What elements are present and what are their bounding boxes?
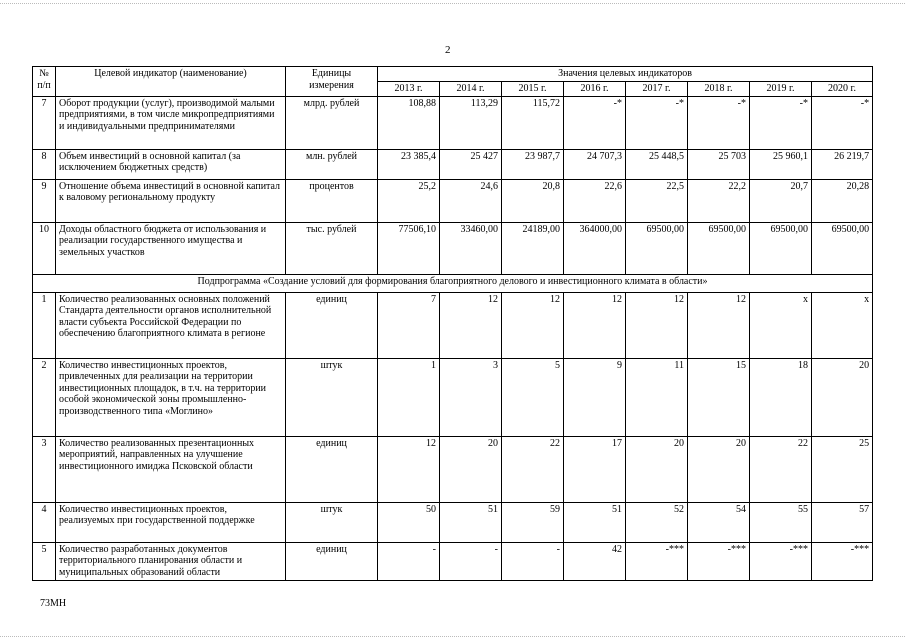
value-cell: 69500,00 [626, 222, 688, 274]
value-cell: 51 [564, 502, 626, 542]
indicator-name: Количество инвестиционных проектов, реализуемых при государственной поддержке [56, 502, 286, 542]
value-cell: 20,7 [750, 179, 812, 222]
header-year: 2016 г. [564, 81, 626, 96]
value-cell: -*** [626, 542, 688, 580]
value-cell: 51 [440, 502, 502, 542]
value-cell: 5 [502, 358, 564, 436]
table-row [33, 292, 873, 358]
target-indicators-table [32, 66, 873, 581]
value-cell: 18 [750, 358, 812, 436]
table-row [33, 96, 873, 149]
table-row [33, 222, 873, 274]
indicator-name: Количество инвестиционных проектов, привлеченных для реализации на территории инвестиционных площадок, в т.ч. на территории особой экономической зоны промышленно-производственного типа «Моглино» [56, 358, 286, 436]
value-cell: 12 [564, 292, 626, 358]
header-unit: Единицы измерения [286, 67, 378, 97]
value-cell: -* [812, 96, 873, 149]
value-cell: 54 [688, 502, 750, 542]
value-cell: 12 [378, 436, 440, 502]
value-cell: 69500,00 [812, 222, 873, 274]
value-cell: 52 [626, 502, 688, 542]
value-cell: 24 707,3 [564, 149, 626, 179]
row-number: 9 [33, 179, 56, 222]
value-cell: 20,28 [812, 179, 873, 222]
value-cell: 20 [688, 436, 750, 502]
value-cell: 364000,00 [564, 222, 626, 274]
indicator-name: Объем инвестиций в основной капитал (за исключением бюджетных средств) [56, 149, 286, 179]
header-year: 2018 г. [688, 81, 750, 96]
value-cell: -* [564, 96, 626, 149]
page-number: 2 [445, 44, 451, 56]
value-cell: -*** [812, 542, 873, 580]
table-row [33, 502, 873, 542]
value-cell: 108,88 [378, 96, 440, 149]
indicator-name: Количество реализованных презентационных мероприятий, направленных на улучшение инвестиционного имиджа Псковской области [56, 436, 286, 502]
value-cell: 17 [564, 436, 626, 502]
value-cell: 50 [378, 502, 440, 542]
value-cell: 22,6 [564, 179, 626, 222]
value-cell: - [440, 542, 502, 580]
value-cell: 3 [440, 358, 502, 436]
value-cell: 22,5 [626, 179, 688, 222]
table-row [33, 542, 873, 580]
value-cell: 25 448,5 [626, 149, 688, 179]
value-cell: 25 427 [440, 149, 502, 179]
indicator-name: Доходы областного бюджета от использования и реализации государственного имущества и земельных участков [56, 222, 286, 274]
unit-cell: млн. рублей [286, 149, 378, 179]
header-year: 2013 г. [378, 81, 440, 96]
row-number: 5 [33, 542, 56, 580]
unit-cell: процентов [286, 179, 378, 222]
value-cell: х [812, 292, 873, 358]
value-cell: 22,2 [688, 179, 750, 222]
value-cell: 24189,00 [502, 222, 564, 274]
unit-cell: штук [286, 358, 378, 436]
value-cell: 23 385,4 [378, 149, 440, 179]
value-cell: 12 [440, 292, 502, 358]
value-cell: 1 [378, 358, 440, 436]
value-cell: 12 [688, 292, 750, 358]
header-indicator: Целевой индикатор (наименование) [56, 67, 286, 97]
subprogram-title: Подпрограмма «Создание условий для формирования благоприятного делового и инвестиционного климата в области» [33, 274, 873, 292]
value-cell: 20 [440, 436, 502, 502]
value-cell: -*** [750, 542, 812, 580]
table-row [33, 179, 873, 222]
value-cell: 22 [502, 436, 564, 502]
value-cell: 69500,00 [750, 222, 812, 274]
indicator-name: Количество реализованных основных положений Стандарта деятельности органов исполнительной власти субъекта Российской Федерации по обеспечению благоприятного климата в регионе [56, 292, 286, 358]
value-cell: 22 [750, 436, 812, 502]
indicator-name: Отношение объема инвестиций в основной капитал к валовому региональному продукту [56, 179, 286, 222]
row-number: 3 [33, 436, 56, 502]
unit-cell: тыс. рублей [286, 222, 378, 274]
row-number: 8 [33, 149, 56, 179]
value-cell: 59 [502, 502, 564, 542]
unit-cell: единиц [286, 436, 378, 502]
table-row [33, 436, 873, 502]
value-cell: -* [688, 96, 750, 149]
header-no: № п/п [33, 67, 56, 97]
footer-code: 73МН [40, 598, 67, 609]
value-cell: 57 [812, 502, 873, 542]
value-cell: 25 [812, 436, 873, 502]
value-cell: 77506,10 [378, 222, 440, 274]
row-number: 4 [33, 502, 56, 542]
row-number: 1 [33, 292, 56, 358]
subprogram-row [33, 274, 873, 292]
table-row [33, 358, 873, 436]
value-cell: 55 [750, 502, 812, 542]
value-cell: 24,6 [440, 179, 502, 222]
value-cell: 26 219,7 [812, 149, 873, 179]
value-cell: 15 [688, 358, 750, 436]
value-cell: - [502, 542, 564, 580]
value-cell: 20 [626, 436, 688, 502]
value-cell: 69500,00 [688, 222, 750, 274]
value-cell: -* [626, 96, 688, 149]
value-cell: 20 [812, 358, 873, 436]
value-cell: 113,29 [440, 96, 502, 149]
table-row [33, 149, 873, 179]
value-cell: 9 [564, 358, 626, 436]
value-cell: -* [750, 96, 812, 149]
header-year: 2015 г. [502, 81, 564, 96]
value-cell: - [378, 542, 440, 580]
unit-cell: штук [286, 502, 378, 542]
unit-cell: млрд. рублей [286, 96, 378, 149]
value-cell: 42 [564, 542, 626, 580]
value-cell: 12 [502, 292, 564, 358]
header-year: 2020 г. [812, 81, 873, 96]
scan-top-edge [0, 3, 905, 4]
header-values: Значения целевых индикаторов [378, 67, 873, 82]
row-number: 2 [33, 358, 56, 436]
value-cell: 115,72 [502, 96, 564, 149]
scan-bottom-edge [0, 636, 905, 637]
value-cell: 25 960,1 [750, 149, 812, 179]
value-cell: 33460,00 [440, 222, 502, 274]
value-cell: 25,2 [378, 179, 440, 222]
unit-cell: единиц [286, 542, 378, 580]
value-cell: 25 703 [688, 149, 750, 179]
value-cell: 12 [626, 292, 688, 358]
row-number: 10 [33, 222, 56, 274]
value-cell: 23 987,7 [502, 149, 564, 179]
header-year: 2017 г. [626, 81, 688, 96]
indicator-name: Оборот продукции (услуг), производимой малыми предприятиями, в том числе микропредприятиями и индивидуальными предпринимателями [56, 96, 286, 149]
header-year: 2019 г. [750, 81, 812, 96]
value-cell: -*** [688, 542, 750, 580]
indicator-name: Количество разработанных документов территориального планирования области и муниципальных образований области [56, 542, 286, 580]
value-cell: х [750, 292, 812, 358]
value-cell: 7 [378, 292, 440, 358]
unit-cell: единиц [286, 292, 378, 358]
header-year: 2014 г. [440, 81, 502, 96]
value-cell: 11 [626, 358, 688, 436]
value-cell: 20,8 [502, 179, 564, 222]
row-number: 7 [33, 96, 56, 149]
